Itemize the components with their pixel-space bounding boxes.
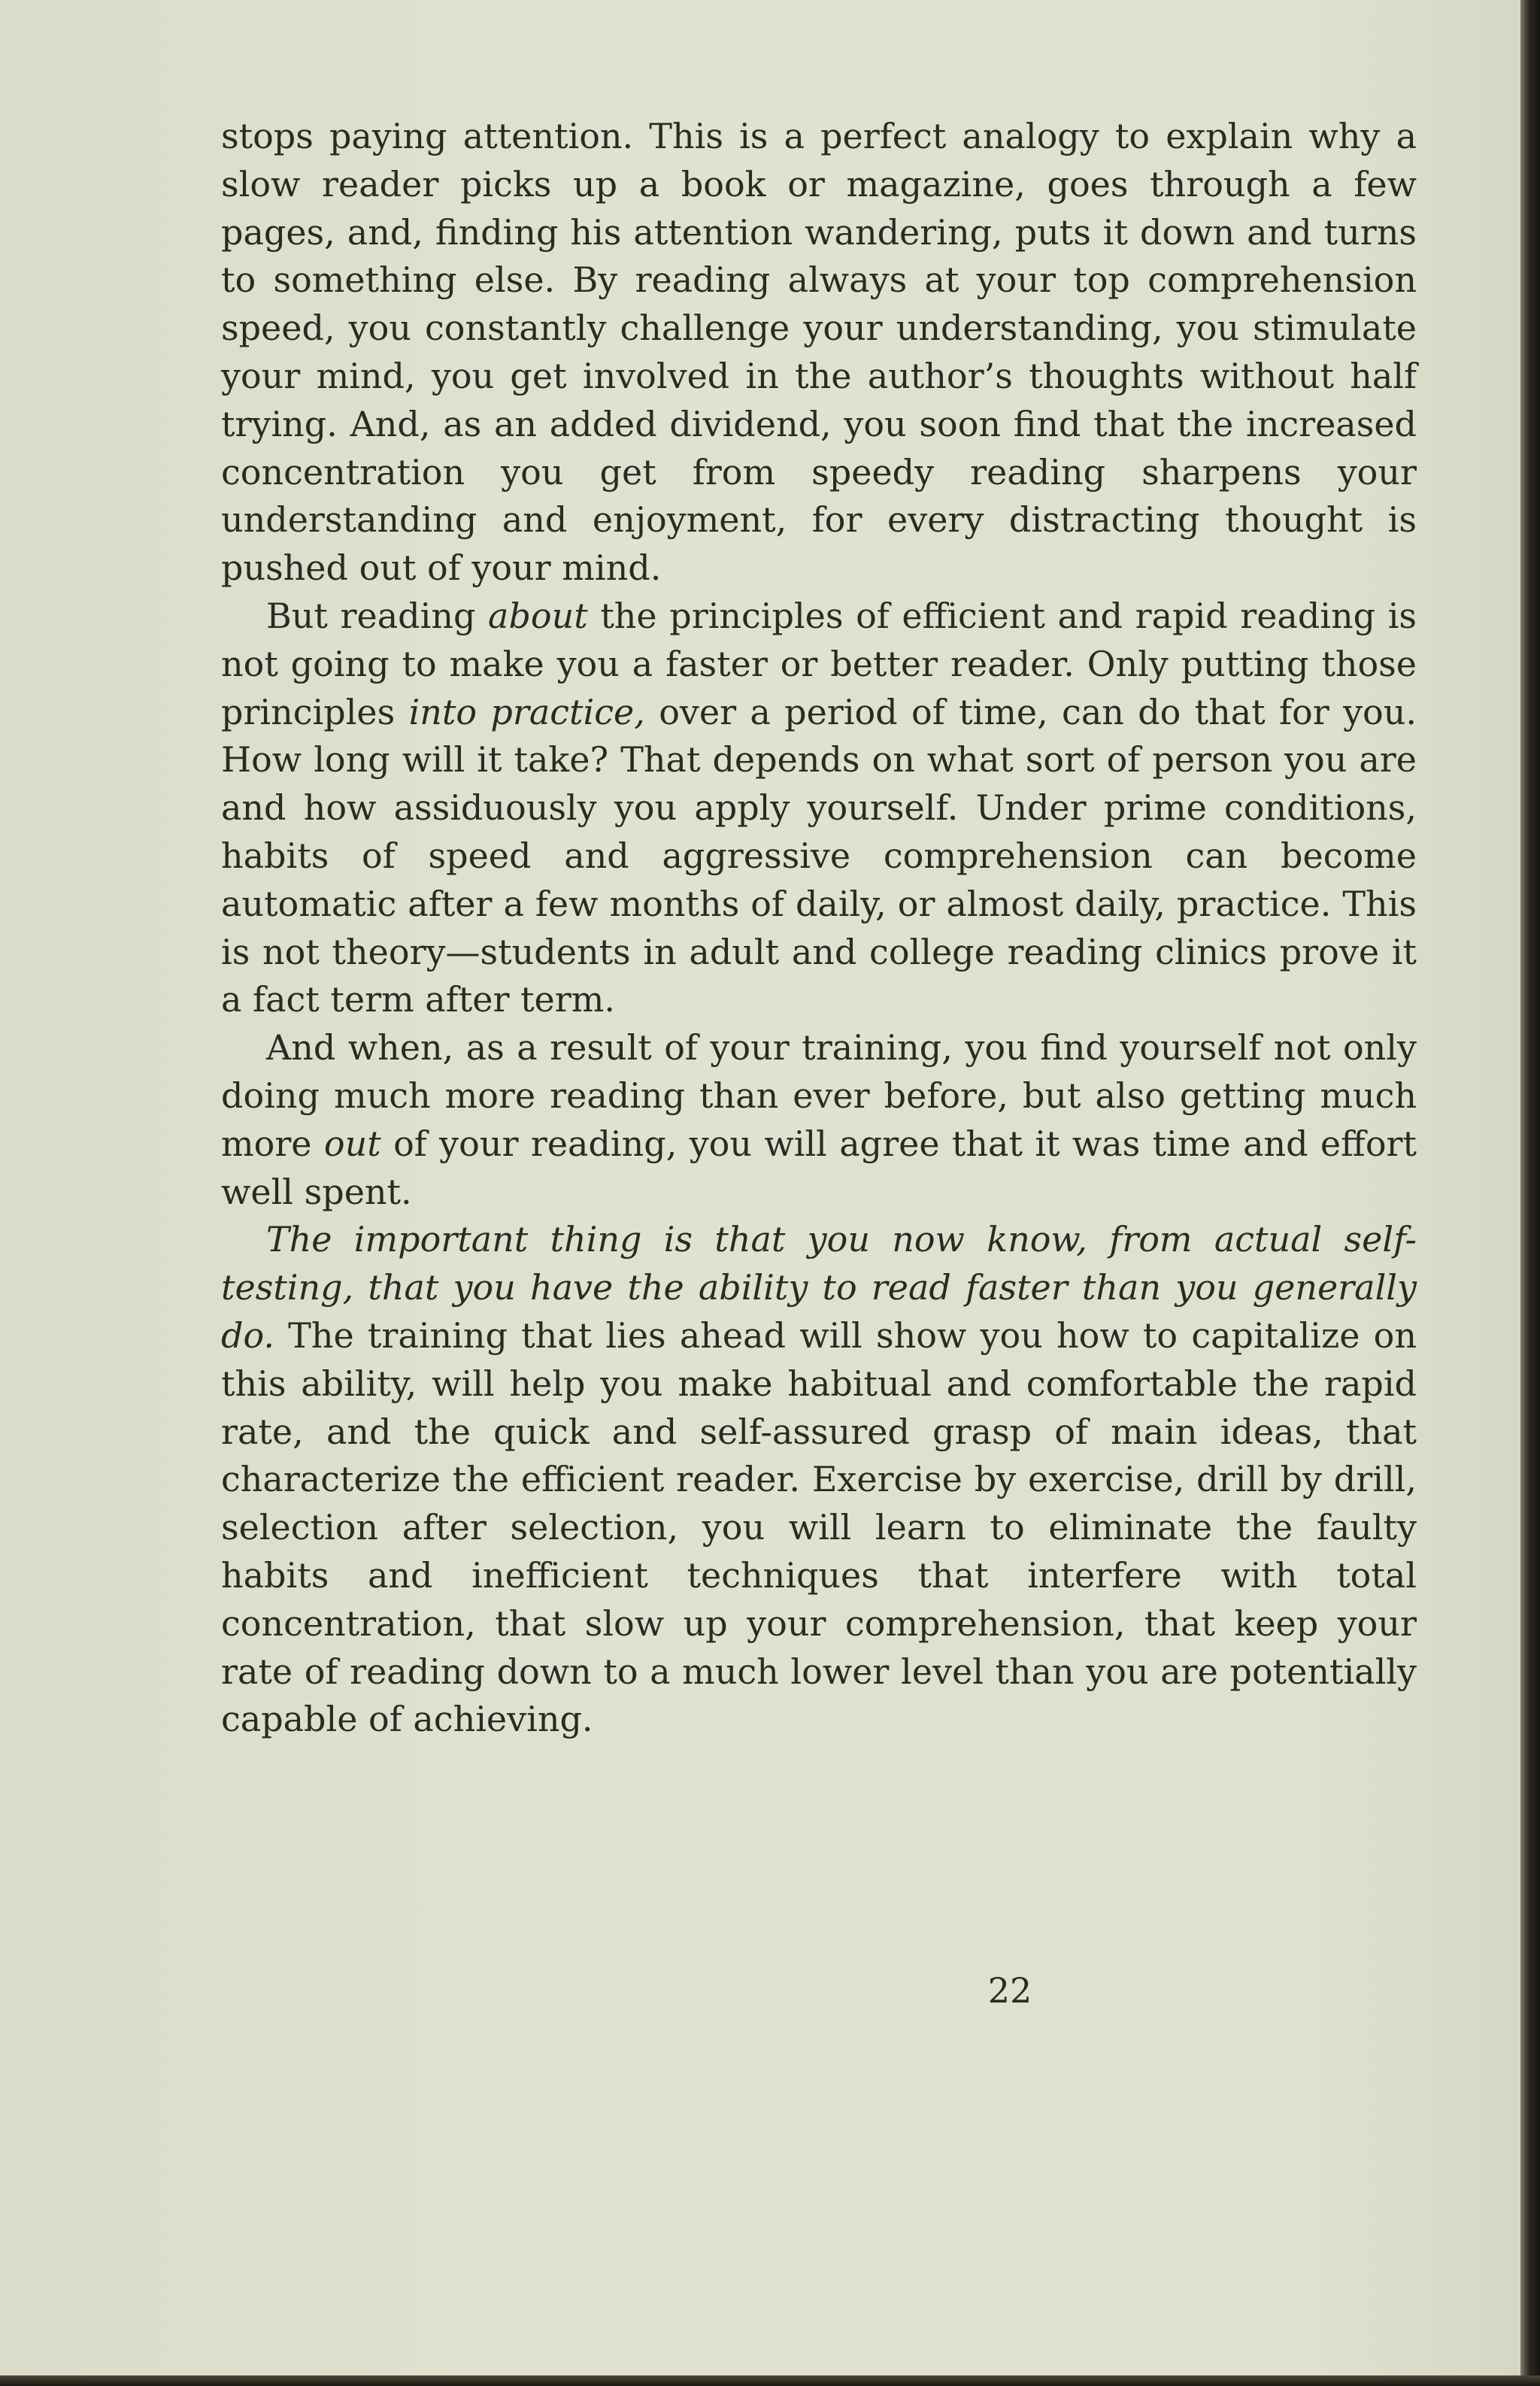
paragraph-4-text: The training that lies ahead will show you how to capitalize on this ability, will help you make habitual and comfortable the rapid rate, and the quick and self-assured grasp of main ideas, that characterize the efficient reader. Exercise by exercise, drill by drill, selection after selection, you will learn to eliminate the faulty habits and inefficient techniques that interfere with total concentration, that slow up your comprehension, that keep your rate of reading down to a much lower level than you are potentially capable of achieving. <box>221 1314 1417 1740</box>
paragraph-3 <box>221 1024 1417 1216</box>
paragraph-2-italic-about: about <box>488 595 588 636</box>
paragraph-2 <box>221 593 1417 1024</box>
paragraph-2-italic-into-practice: into practice, <box>408 691 645 732</box>
paragraph-3-text-1: And when, as a result of your training, you find yourself not only doing much more reading than ever before, but also getting much more <box>221 1027 1417 1164</box>
paragraph-3-text-2: of your reading, you will agree that it was time and effort well spent. <box>221 1123 1417 1212</box>
paragraph-1-text: stops paying attention. This is a perfect analogy to explain why a slow reader picks up a book or magazine, goes through a few pages, and, finding his attention wandering, puts it down and turns to something else. By reading always at your top comprehension speed, you constantly challenge your understanding, you stimulate your mind, you get involved in the author’s thoughts without half trying. And, as an added dividend, you soon find that the increased concentration you get from speedy reading sharpens your understanding and enjoyment, for every distracting thought is pushed out of your mind. <box>221 116 1417 589</box>
paragraph-1 <box>221 113 1417 593</box>
paragraph-4 <box>221 1216 1417 1744</box>
paragraph-2-text-2: the principles of efficient and rapid reading is not going to make you a faster or better reader. Only putting those principles <box>221 595 1417 732</box>
paragraph-2-text-1: But reading <box>266 595 489 636</box>
book-spine-shadow <box>1520 0 1540 2386</box>
paragraph-3-italic-out: out <box>323 1123 381 1164</box>
page-bottom-edge <box>0 2375 1540 2386</box>
page-number: 22 <box>987 1970 1032 2011</box>
paragraph-2-text-3: over a period of time, can do that for you. How long will it take? That depends on what sort of person you are and how assiduously you apply yourself. Under prime conditions, habits of speed and aggressive comprehension can become automatic after a few months of daily, or almost daily, practice. This is not theory—students in adult and college reading clinics prove it a fact term after term. <box>221 691 1417 1020</box>
body-text <box>221 113 1417 2011</box>
paragraph-4-italic-lead: The important thing is that you now know, from actual self-testing, that you have the ability to read faster than you generally do. <box>221 1219 1417 1356</box>
